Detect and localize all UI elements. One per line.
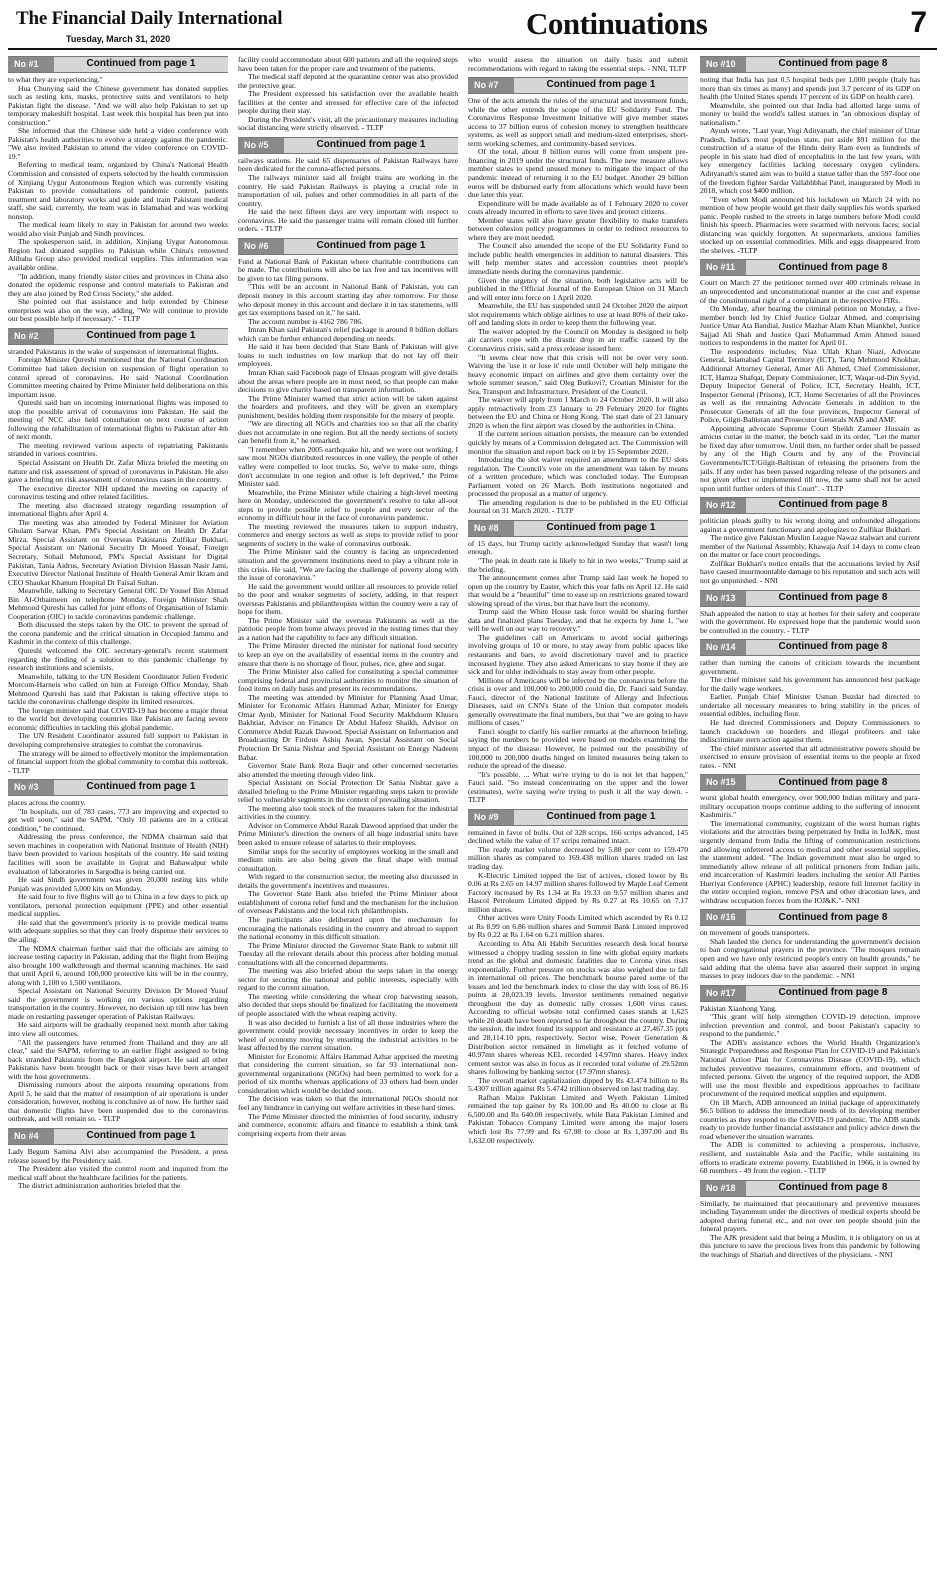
story-paragraph: Imran Khan said Facebook page of Ehsaas program will give details about the areas where people are in most need, so that people can make decisions to give charity based on transparent information.: [238, 367, 458, 395]
story-paragraph: On 18 March, ADB announced an initial package of approximately $6.5 billion to address the immediate needs of its developing member countries as they respond to the COVID-19 pandemic. The ADB stands ready to provide further financial assistance and policy advice down the road whenever the situation warrants.: [700, 1097, 920, 1141]
story-paragraph: During the President's visit, all the precautionary measures including social distancing were strictly observed. - TLTP: [238, 114, 458, 133]
story: [8, 779, 228, 1124]
continued-from-label: Continued from page 8: [778, 261, 888, 273]
story-paragraph: Addressing the press conference, the NDMA chairman said that seven machines in cooperation with National Institute of Health (NIH) have been provided to various hospitals of the country. He said testing facilities will soon be available in Gujrat and Bahawalpur while evaluation of laboratories in Sargodha is being carried out.: [8, 832, 228, 876]
story: [700, 985, 920, 1176]
story-paragraph: Hua Chunying said the Chinese government has donated supplies such as testing kits, masks, protective suits and ventilators to help Pakistan fight the disease. "And we will also help Pakistan to set up temporary makeshift hospital. Last week this hospital has been put into construction.": [8, 83, 228, 127]
story-paragraph: Governor State Bank Reza Baqir and other concerned secretaries also attended the meeting through video link.: [238, 761, 458, 779]
continuation-header: [468, 77, 688, 94]
story: [468, 77, 688, 516]
story: [238, 56, 458, 133]
story-paragraph: The waiver adopted by the Council on Monday is designed to help air carriers cope with the drastic drop in air traffic caused by the Coronavirus crisis, said a press release issued here.: [468, 326, 688, 353]
continuation-number: No #14: [700, 640, 746, 655]
story-paragraph: Special Assistant on Social Protection Dr Sania Nishtar gave a detailed briefing to the Prime Minister regarding steps taken to provide relief to vulnerable segments in the context of prevailing situation.: [238, 778, 458, 805]
story-paragraph: The district administration authorities briefed that the: [18, 1181, 181, 1191]
story-paragraph: The announcement comes after Trump said last week he hoped to open up the country by Easter, which this year falls on April 12. He said that would be a "beautiful" time to ease up on restrictions geared toward slowing spread of the virus, but that have hurt the economy.: [468, 573, 688, 608]
story-paragraph: who would assess the situation on daily basis and submit recommendations with regard to taking the essential steps. - NNI, TLTP: [468, 56, 688, 73]
story-paragraph: With regard to the construction sector, the meeting also discussed in details the government's incentives and measures.: [238, 872, 458, 890]
story-paragraph: Meanwhile, the Prime Minister while chairing a high-level meeting here on Monday, underscored the government's resolve to take all-out steps to provide possible relief to people and every sector of the economy in difficult hour in the face of coronavirus pandemic.: [238, 487, 458, 523]
continuation-number: No #15: [700, 775, 746, 790]
continuation-number: No #2: [8, 329, 54, 344]
story-paragraph: Fund at National Bank of Pakistan where charitable contributions can be made. The contributions will also be tax free and tax incentives will be given to tax filing persons.: [238, 256, 458, 283]
story-paragraph: The amending regulation is due to be published in the EU Official Journal on 31 March 2020. - TLTP: [468, 497, 688, 516]
continuation-header: [8, 1128, 228, 1145]
continued-from-label: Continued from page 1: [316, 139, 426, 151]
story-paragraph: "It seems clear now that this crisis will not be over very soon. Waiving the 'use it or lose it' rule until October will help mitigate the heavy economic impact on airlines and give them certainty over the whole summer season," said Oleg Butkovi?, Croatian Minister for the Sea, Transport and Infrastructure, President of the Council.: [468, 352, 688, 396]
story: [700, 497, 920, 585]
story-paragraph: The respondents includes; Niaz Ullah Khan Niazi, Advocate General, Islamabad Capital Territory (ICT), Tariq Mehmood Khokhar, Additional Attorney General, Amer Ali Ahmed, Chief Commissioner, ICT, Hamza Shafqat, Deputy Commissioner, ICT, Waqar-ud-Din Syyid, Deputy Inspector General of Police, ICT, Secretary Health, ICT, Inspector General (Prisons), ICT, Home Secretaries of all the Provinces as well as the remaining Advocate Generals in addition to the Prosecutor Generals of all the four provinces, Inspector General of Police, Gilgit-Baltistan and Prosecutor Generals NAB and AMF.: [700, 346, 920, 425]
story-paragraph: The UN Resident Coordinator assured full support to Pakistan in developing comprehensive strategies to combat the coronavirus.: [8, 731, 228, 750]
story-paragraph: "We are directing all NGOs and charities too so that all the charity does not accumulate in one region. But all the needy sections of society can benefit from it," he remarked.: [238, 419, 458, 446]
story-paragraph: railways stations. He said 65 dispensaries of Pakistan Railways have been dedicated for the corona-affected persons.: [238, 155, 458, 174]
story-paragraph: The ready market volume decreased by 5.88 per cent to 159.470 million shares as compared to 169.438 million shares traded on last trading day.: [468, 844, 688, 872]
story: [8, 1128, 228, 1191]
continued-from-label: Continued from page 8: [778, 58, 888, 70]
story-paragraph: noting that India has just 0.5 hospital beds per 1,000 people (Italy has more than six times as many) and spends just 3.7 percent of its GDP on health (the United States spends 17 percent of its GDP on health care).: [700, 75, 920, 102]
column-1: [8, 56, 228, 1578]
continuation-number: No #6: [238, 239, 284, 254]
story-paragraph: The Governor State Bank also briefed the Prime Minister about establishment of corona relief fund and the mechanism for the inclusion of overseas Pakistanis and the local rich philanthropists.: [238, 889, 458, 916]
story-paragraph: The railways minister said all freight trains are working in the country. He said Pakistan Railways is playing a crucial role in transportation of oil, pulses and other commodities in all parts of the country.: [238, 173, 458, 208]
story-paragraph: Pakistan Xiaohong Yang.: [700, 1003, 777, 1013]
story-paragraph: stranded Pakistanis in the wake of suspension of international flights.: [8, 346, 219, 356]
story-paragraph: remained in favor of bulls. Out of 328 scrips, 166 scrips advanced, 145 declined while the value of 17 scrips remained intact.: [468, 827, 688, 846]
story-paragraph: The Prime Minister directed the ministries of food security, industry and commerce, economic affairs and finance to establish a think tank comprising experts from their areas: [238, 1111, 458, 1138]
story-paragraph: Ayush wrote, "Last year, Yogi Adityanath, the chief minister of Uttar Pradesh, India's most populous state, put aside $91 million for the construction of a statue of the Hindu deity Ram even as hundreds of people in his state had died of encephalitis in the last few years, with key emergency facilities lacking necessary oxygen cylinders. Adityanath's stated aim was to build a statue taller than the 597-foot one of the freedom fighter Sardar Vallabhbhai Patel, inaugurated by Modi in 2018, which cost $400 million.: [700, 126, 920, 196]
continuation-header: [8, 779, 228, 796]
story-paragraph: The meeting reviewed the measures taken to support industry, commerce and energy sectors as well as steps to provide relief to poor segments of society in the wake of coronavirus outbreak.: [238, 521, 458, 548]
story-paragraph: Foreign Minister Qureshi mentioned that the National Coordination Committee had taken decision on suspension of flight operation to control spread of coronavirus. He said National Coordination Committee meeting chaired by Prime Minister held deliberations on this important issue.: [8, 355, 228, 399]
continued-from-label: Continued from page 1: [546, 522, 656, 534]
story-paragraph: The meeting was attended by Minister for Planning Asad Umar, Minister for Economic Affairs Hammad Azhar, Minister for Energy Omar Ayub, Minister for National Food Security Makhdoom Khusru Bakhtiar, Advisor on Finance Dr Abdul Hafeez Shaikh, Advisor on Commerce Abdul Razak Dawood, Special Assistant on Information and Broadcasting Dr Firdous Ashiq Awan, Special Assistant on Social Protection Dr Sania Nishtar and Special Assistant on Energy Nadeem Babar.: [238, 692, 458, 762]
continued-from-label: Continued from page 8: [778, 776, 888, 788]
story-paragraph: "All the passengers have returned from Thailand and they are all clear," said the SAPM, referring to an earlier flight assigned to bring back stranded Pakistanis from the Bangkok airport. He said all other Pakistanis have been brought back or their visas have been arranged with the host governments.: [8, 1037, 228, 1081]
story-paragraph: Appointing advocate Supreme Court Sheikh Zameer Hussain as amicus curiae in the matter, the bench said in its order, "Let the matter be fixed day after tomorrow. Until then, no further order shall be passed by any of the High Courts and by any of the Provincial Governments/ICT/Gilgit-Baltistan of releasing the prisoners from the jails. If any order has been passed regarding release of the prisoners and not given effect or implemented till now, the same shall not be acted upon until further orders of this Court". - TLTP: [700, 423, 920, 493]
story-paragraph: The meeting was also briefed about the steps taken in the energy sector for securing the national and public interests, especially with regard to the current situation.: [238, 966, 458, 993]
story-paragraph: facility could accommodate about 600 patients and all the required steps have been taken for the proper care and treatment of the patients.: [238, 56, 458, 73]
story: [700, 590, 920, 636]
story-paragraph: The Prime Minister said the country is facing an unprecedented situation and the government institutions need to play a vibrant role in this crisis. He said, "We are facing the challenge of poverty along with the issue of coronavirus.": [238, 547, 458, 583]
story-paragraph: Imran Khan said Pakistan's relief package is around 8 billion dollars which can be further enhanced depending on needs.: [238, 325, 458, 343]
continuation-header: [238, 137, 458, 154]
continuation-number: No #18: [700, 1181, 746, 1196]
continued-from-label: Continued from page 8: [778, 986, 888, 998]
continued-from-label: Continued from page 1: [316, 240, 426, 252]
story-paragraph: "I remember when 2005 earthquake hit, and we were out working, I saw most NGOs distributed resources in one valley, the people of other valley were compelled to loot trucks. So, we've to make sure, things don't accumulate in one region and other is left deprived," the Prime Minister said.: [238, 444, 458, 489]
story-paragraph: Minister for Economic Affairs Hammad Azhar apprised the meeting that considering the current situation, so far 93 international non-governmental organizations (NGOs) had been permitted to work for a period of six months whereas applications of 33 others had been under consideration which would be decided soon.: [238, 1051, 458, 1095]
paper-name: The Financial Daily International: [16, 8, 283, 29]
story-paragraph: Millions of Americans will be infected by the coronavirus before the crisis is over and 100,000 to 200,000 could die, Dr. Fauci said Sunday. Fauci, director of the National Institute of Allergy and Infectious Diseases, said on CNN's State of the Union that computer models generally overestimate the final numbers, but that "we are going to have millions of cases.": [468, 675, 688, 728]
story-paragraph: The ADB is committed to achieving a prosperous, inclusive, resilient, and sustainable Asia and the Pacific, while sustaining its efforts to eradicate extreme poverty. Established in 1966, it is owned by 68 members - 49 from the region. - TLTP: [700, 1140, 920, 1176]
continued-from-label: Continued from page 8: [778, 1181, 888, 1193]
story-paragraph: The Prime Minister also called for constituting a special committee comprising federal and provincial authorities to monitor the situation of food items on daily basis and present its recommendations.: [238, 667, 458, 694]
story-paragraph: K-Electric Limited topped the list of actives, closed lower by Rs 0.06 at Rs 2.65 on 14.97 million shares followed by Maple Leaf Cement Factory increased by Rs 1.34 at Rs 19.33 on 9.57 million shares and Hascol Petroleum Limited dipped by Rs 0.27 at Rs 10.65 on 7.17 million shares.: [468, 870, 688, 914]
story-paragraph: The AJK president said that being a Muslim, it is obligatory on us at this juncture to save the precious lives from this pandemic by following the teachings of Shariah and directives of the physicians. - NNI: [700, 1232, 920, 1259]
continuation-number: No #13: [700, 591, 746, 606]
masthead-rule: [8, 48, 937, 50]
story-paragraph: Advisor on Commerce Abdul Razak Dawood apprised that under the Prime Minister's direction the owners of all huge industrial units have been asked to ensure release of salaries to their employees.: [238, 820, 458, 848]
story-paragraph: Given the urgency of the situation, both legislative acts will be published in the Official Journal of the European Union on 31 March and will enter into force on 1 April 2020.: [468, 275, 688, 302]
story: [700, 909, 920, 980]
story-paragraph: He said Sindh government was given 20,000 testing kits while Punjab was provided 5,000 kits on Monday.: [8, 875, 228, 893]
story-paragraph: rather than turning the canons of criticism towards the incumbent government.: [700, 658, 920, 676]
story: [8, 328, 228, 775]
story-paragraph: Shah lauded the clerics for understanding the government's decision to ban congregational prayers in the province. "The mosques remain open and we have only restricted people's entry on health grounds," he said adding that the ulema have also assured their support in urging masses to pray indoors due to the pandemic. - NNI: [700, 936, 920, 981]
story-paragraph: The meeting also took stock of the measures taken for the industrial activities in the country.: [238, 803, 458, 822]
story-paragraph: The meeting reviewed various aspects of repatriating Pakistanis stranded in various countries.: [8, 440, 228, 459]
continuation-header: [238, 238, 458, 255]
story-paragraph: "In hospitals, out of 783 cases, 773 are improving and expected to get well soon," said the SAPM. "Only 10 patients are in a critical condition," he continued.: [8, 806, 228, 833]
story: [700, 639, 920, 770]
continuation-header: [700, 985, 920, 1002]
story-paragraph: The NDMA chairman further said that the officials are aiming to increase testing capacity in Pakistan, adding that the flight from Beijing also brought 100 walkthrough and thermal scanning machines. He said that until April 6, around 100,000 protective kits will be in the country, along with 1,100 to 1,500 ventilators.: [8, 943, 228, 987]
story-paragraph: "This grant will help strengthen COVID-19 detection, improve infection prevention and control, and boost Pakistan's capacity to respond to the pandemic.": [700, 1012, 920, 1039]
continuation-number: No #10: [700, 57, 746, 72]
story-paragraph: Qureshi welcomed the OIC secretary-general's recent statement regarding the finding of a solution to this pandemic challenge by research institutions and scientists.: [8, 646, 228, 673]
continuation-number: No #11: [700, 260, 746, 275]
story-paragraph: Meanwhile, talking to the UN Resident Coordinator Julien Frederic Morcom-Harneis who called on him at Foreign Office Monday, Shah Mehmood Qureshi has said that Pakistan is taking effective steps to tackle the coronavirus challenge despite its limited resources.: [8, 671, 228, 707]
continuation-header: [700, 259, 920, 276]
story-paragraph: Meanwhile, the EU has suspended until 24 October 2020 the airport slot requirements which oblige airlines to use at least 80% of their take-off and landing slots in order to keep them the following year.: [468, 301, 688, 328]
story-paragraph: Both discussed the steps taken by the OIC to prevent the spread of the corona pandemic and the critical situation in Occupied Jammu and Kashmir in the context of this challenge.: [8, 620, 228, 647]
continuation-number: No #16: [700, 910, 746, 925]
story-paragraph: Similar steps for the security of employees working in the small and medium units are also being given the final shape with mutual consultation.: [238, 846, 458, 873]
continuation-header: [700, 56, 920, 73]
story-paragraph: Fauci sought to clarify his earlier remarks at the afternoon briefing, saying the numbers he provided were based on models examining the impact of the disease. However, he pointed out the possibility of 100,000 to 200,000 deaths hinged on limited measures being taken to reduce the spread of the disease.: [468, 726, 688, 771]
story-paragraph: The Council also amended the scope of the EU Solidarity Fund to include public health emergencies in addition to natural disasters. This will help member states and accession countries meet people's immediate needs during the coronavirus pandemic.: [468, 241, 688, 277]
continued-from-label: Continued from page 1: [546, 811, 656, 823]
story-paragraph: The meeting was also attended by Federal Minister for Aviation Ghulam Sarwar Khan, PM's Special Assistant on Health Dr Zafar Mirza, Special Assistant on Overseas Pakistanis Zulfikar Bukhari, Special Assistant on National Security Dr Moeed Yousaf, Foreign Secretary, Sohail Mehmood, PM's Special Assistant for Digital Pakistan, Tania Aidrus, Secretary Aviation Division Hassan Nasir Jami, Executive Director National Institute of Health General Amir Ikram and CEO Shaukat Khanum Hospital Dr Faisal Sultan.: [8, 517, 228, 587]
story-paragraph: According to Aba Ali Habib Securities research desk local bourse witnessed a choppy trading session in line with global equity markets trend as the global and domestic fatalities due to Corona virus rises exponentially. Further pressure on stocks was also weighed due to fall in international oil prices. The benchmark bourse pared some of the losses and led the benchmark index to close the day with loss of 86.16 points at 28,023.39 levels. Investor sentiments remained negative throughout the day as domestic tally crosses 1,600 virus cases. According to official website total confirmed cases stands at 1,625 while 20 death have been reported so far throughout the country. During the session, the index found its support and resistance at 27,467.35 ppts and 28,114.10 ppts, respectively. Sector wise, Power Generation & Distribution sector remained in limelight as it fetched volume of 40.97mn shares whereas KEL recorded 14.97mn shares. Heavy index cement sector was also in focus as it recorded total volume of 29.52mn shares following by banking sector (17.97mn shares).: [468, 938, 688, 1077]
continuation-number: No #4: [8, 1129, 54, 1144]
continuation-header: [8, 328, 228, 345]
story: [700, 1180, 920, 1260]
story: [8, 56, 228, 324]
story: [700, 56, 920, 255]
continuation-number: No #5: [238, 138, 284, 153]
column-4: [700, 56, 920, 1578]
continuation-number: No #17: [700, 986, 746, 1001]
story-paragraph: politician pleads guilty to his wrong doing and unfounded allegations against a government functionary and apologizes to Zulfikar Bukhari.: [700, 516, 920, 534]
story-paragraph: on movement of goods transporters.: [700, 928, 810, 938]
story-paragraph: Referring to medical team, organized by China's National Health Commission and consisted of experts selected by the health commission of Xinjiang Uygur Autonomous Region which was currently visiting Pakistan to provide consultations of pandemic control, patients treatment and laboratory works and guide and train Pakistani medical staff, she said, currently, the team was in Islamabad and was working nonstop.: [8, 160, 228, 221]
continuation-header: [700, 590, 920, 607]
story-paragraph: The account number is 4162 786 786.: [248, 316, 363, 326]
continuation-number: No #9: [468, 810, 514, 825]
story-paragraph: Court on March 27 the petitioner termed over 400 criminals release in an unprecedented and unconstitutional manner at the cost and expense of the constitutional right of a complainant in the respective FIRs.: [700, 278, 920, 305]
story-paragraph: of 15 days, but Trump tacitly acknowledged Sunday that wasn't long enough.: [468, 538, 688, 557]
story-paragraph: places across the country.: [8, 798, 86, 808]
page-number: 7: [910, 6, 927, 39]
continued-from-label: Continued from page 8: [778, 911, 888, 923]
story-paragraph: He had directed Commissioners and Deputy Commissioners to launch crackdown on hoarders and illegal profiteers and take indiscriminate stern action against them.: [700, 718, 920, 745]
continuation-number: No #3: [8, 780, 54, 795]
story-paragraph: The meeting while considering the wheat crop harvesting season, also decided that steps should be finalized for facilitating the movement of people associated with the wheat reaping activity.: [238, 991, 458, 1018]
story-paragraph: "The peak in death rate is likely to hit in two weeks," Trump said at the briefing.: [468, 555, 688, 574]
story-paragraph: The decision was taken so that the international NGOs should not feel any hindrance in carrying out welfare activities in these hard times.: [238, 1094, 458, 1112]
story-paragraph: The Prime Minister directed the Governor State Bank to submit till Tuesday all the relevant details about this process after holding mutual consultations with all the concerned departments.: [238, 940, 458, 967]
column-2: [238, 56, 458, 1578]
story-paragraph: Expenditure will be made available as of 1 February 2020 to cover costs already incurred in efforts to save lives and protect citizens.: [468, 198, 688, 217]
story-paragraph: The participants also deliberated upon the mechanism for encouraging the nationals residing in the country and abroad to support the national economy in this difficult situation.: [238, 914, 458, 942]
story-paragraph: Meanwhile, she pointed out that India had allotted large sums of money to build the world's tallest statues in "an obnoxious display of nationalism.": [700, 100, 920, 127]
story: [238, 137, 458, 234]
story-paragraph: He said that the government's priority is to provide medical teams with adequate supplies so that they can freely dispense their services to the ailing.: [8, 917, 228, 944]
masthead: [8, 6, 937, 46]
story: [700, 259, 920, 493]
story-paragraph: Zulfikar Bukhari's notice entails that the accusations levied by Asif have caused insurmountable damage to his reputation and such acts will not go unpunished. - NNI: [700, 558, 920, 585]
story-paragraph: "It's possible. ... What we're trying to do is not let that happen," Fauci said. "So instead concentrating on the upper and the lower (estimates), we're saying we're trying to push it all the way down. -TLTP: [468, 769, 688, 805]
story-paragraph: Member states will also have greater flexibility to make transfers between cohesion policy programmes in order to redirect resources to where they are most needed.: [468, 215, 688, 242]
story-paragraph: The strategy will be aimed to effectively monitor the implementation of financial support from the global community to combat this outbreak. - TLTP: [8, 748, 228, 775]
continuation-header: [8, 56, 228, 73]
story-paragraph: Similarly, he maintained that precautionary and preventive measures including Tayammum under the directives of medical experts should be adopted during funeral etc., and not over ten people should join the funeral prayers.: [700, 1198, 920, 1234]
story-paragraph: Earlier, Punjab Chief Minister Usman Buzdar had directed to undertake all necessary measures to bring stability in the prices of essential edibles, including flour.: [700, 692, 920, 719]
story-paragraph: The spokesperson said, in addition, Xinjiang Uygur Autonomous Region had donated supplies to Pakistan while China's renowned Alibaba Group also provided medical supplies. This information was available online.: [8, 237, 228, 273]
story-paragraph: The medical team likely to stay in Pakistan for around two weeks would also visit Punjab and Sindh provinces.: [8, 220, 228, 238]
story-paragraph: The meeting also discussed strategy regarding resumption of international flights after April 4.: [8, 500, 228, 519]
story-paragraph: The medical staff deputed at the quarantine center was also provided the protective gear.: [238, 72, 458, 90]
continued-from-label: Continued from page 1: [86, 58, 196, 70]
section-title: Continuations: [526, 6, 708, 41]
story-paragraph: The President expressed his satisfaction over the available health facilities at the center and stressed for effective care of the infected people during their stay.: [238, 89, 458, 116]
story-paragraph: He said the government would utilize all resources to provide relief to the poor and weaker segments of society, adding, in that respect overseas Pakistanis and philanthropists within the country were a ray of hope for them.: [238, 581, 458, 617]
story-paragraph: Trump said the White House task force would be sharing further data and finalized plans Tuesday, and that he expects by June 1, "we will be well on our way to recovery.": [468, 607, 688, 634]
story-paragraph: Introducing the slot waiver required an amendment to the EU slots regulation. The Council's vote on the amendment was taken by means of a written procedure, which was concluded today. The European Parliament voted on 26 March. Both institutions negotiated and processed the proposal as a matter of urgency.: [468, 455, 688, 499]
story-paragraph: The foreign minister said that COVID-19 has become a major threat to the world but developing countries like Pakistan are facing severe economic difficulties in tackling this global pandemic.: [8, 705, 228, 732]
continued-from-label: Continued from page 1: [546, 79, 656, 91]
continuation-header: [700, 909, 920, 926]
story-paragraph: The overall market capitalization dipped by Rs 43.474 billion to Rs 5.4307 trillion against Rs 5.4742 trillion observed on last trading day.: [468, 1075, 688, 1094]
story-paragraph: Qureshi said ban on incoming international flights was imposed to stop the possible arrival of coronavirus into Pakistan. He said the meeting of NCC also held consultation on next course of action following the rehabilitation of international flights to Pakistan after 4th of next month.: [8, 398, 228, 442]
story-paragraph: The executive director NIH updated the meeting on capacity of coronavirus testing and other related facilities.: [8, 483, 228, 502]
continued-from-label: Continued from page 8: [778, 591, 888, 603]
story-paragraph: The guidelines call on Americans to avoid social gatherings involving groups of 10 or more, to stay away from public spaces like restaurants and bars, to avoid discretionary travel and to practice increased hygiene. They also asked Americans to stay home if they are sick and for older individuals to stay away from other people.: [468, 632, 688, 677]
story-paragraph: The ADB's assistance echoes the World Health Organization's Strategic Preparedness and Response Plan for COVID-19 and Pakistan's National Action Plan for Coronavirus Disease (COVID-19), which includes preventive measures, containment efforts, and treatment of infected persons. Given the urgency of the required support, the ADB will use the most flexible and expeditious approaches to facilitate procurement of the required medical supplies and equipment.: [700, 1037, 920, 1099]
story-paragraph: Other actives were Unity Foods Limited which ascended by Rs 0.12 at Rs 8.99 on 6.86 million shares and Summit Bank Limited improved by Rs 0.22 at Rs 1.64 on 6.21 million shares.: [468, 913, 688, 940]
continued-from-label: Continued from page 8: [778, 641, 888, 653]
story-paragraph: The chief minister asserted that all administrative powers should be exercised to ensure provision of essential items to the people at fixed rates. - NNI: [700, 743, 920, 770]
column-3: [468, 56, 688, 1578]
story-paragraph: The Prime Minister said the overseas Pakistanis as well as the patriotic people from home always proved in the testing times that they as a nation had the capability to face any difficult situation.: [238, 615, 458, 642]
continuation-number: No #1: [8, 57, 54, 72]
story: [700, 774, 920, 905]
story-paragraph: Lady Begum Samina Alvi also accompanied the President, a press release issued by the Presidency said.: [8, 1146, 228, 1165]
story-paragraph: to what they are experiencing.": [8, 75, 103, 84]
continuation-number: No #7: [468, 78, 514, 93]
story-paragraph: The waiver will apply from 1 March to 24 October 2020. It will also apply retroactively from 23 January to 29 February 2020 for flights between the EU and China or Hong Kong. The start date of 23 January 2020 is when the first airport was closed by the authorities in China.: [468, 395, 688, 430]
story-paragraph: The notice give Pakistan Muslim League Nawaz stalwart and current member of the National Assembly, Khawaja Asif 14 days to come clean on the matter or face court proceedings.: [700, 533, 920, 560]
continuation-number: No #12: [700, 498, 746, 513]
story-paragraph: One of the acts amends the rules of the structural and investment funds, while the other extends the scope of the EU Solidarity Fund. The Coronavirus Response Investment Initiative will give member states access to 37 billion euros of cohesion money to strengthen healthcare systems, as well as support small and medium-sized enterprises, short-term working schemes, and community-based services.: [468, 96, 688, 148]
story-paragraph: If the current serious situation persists, the measure can be extended quickly by means of a Commission delegated act. The Commission will monitor the situation and report back on it by 15 September 2020.: [468, 429, 688, 456]
story-paragraph: Meanwhile, talking to Secretary General OIC Dr Yousef Bin Ahmad Bin Al-Othaimeen on telephone Monday, Foreign Minister Shah Mehmood Qureshi has called for joint efforts of Organisation of Islamic Cooperation (OIC) to tackle coronavirus pandemic challenge.: [8, 586, 228, 621]
continued-from-label: Continued from page 1: [86, 781, 196, 793]
story-paragraph: The President also visited the control room and inquired from the medical staff about the healthcare facilities for the patients.: [8, 1164, 228, 1182]
story-paragraph: He said the next fifteen days are very important with respect to coronavirus. He said the passenger trains will remain closed till further orders. - TLTP: [238, 207, 458, 234]
story-paragraph: Shah appealed the nation to stay at homes for their safety and cooperate with the government. He expressed hope that the pandemic would soon be controlled in the country. - TLTP: [700, 608, 920, 635]
story-paragraph: The chief minister said his government has announced best package for the daily wage workers.: [700, 675, 920, 693]
story-paragraph: He said airports will be gradually reopened next month after taking into view all outcomes.: [8, 1020, 228, 1038]
continuation-header: [700, 1180, 920, 1197]
continuation-number: No #8: [468, 521, 514, 536]
continued-from-label: Continued from page 8: [778, 499, 888, 511]
story-paragraph: On Monday, after hearing the criminal petition on Monday, a five-member bench led by Chief Justice Gulzar Ahmed, and comprising Justice Umar Ata Bandial, Justice Mazhar Alam Khan Miankhel, Justice Sajjad Ali Shah and Justice Qazi Muhammad Amin Ahmed issued notices to respondents in the matter for April 01.: [700, 304, 920, 348]
story-paragraph: "This will be an account in National Bank of Pakistan, you can deposit money in this account starting day after tomorrow. For those who deposit money in this account and declare it in tax statements, will get tax exemptions based on it," he said.: [238, 282, 458, 318]
story-paragraph: Special Assistant on Health Dr. Zafar Mirza briefed the meeting on nature and risk assessment of spread of coronavirus in Pakistan. He also gave a briefing on risk assessment of coronavirus cases in the country.: [8, 457, 228, 485]
story-paragraph: He said it has been decided that State Bank of Pakistan will give loans to such industries on low markup that do not lay off their employees.: [238, 342, 458, 369]
story-paragraph: "In addition, many friendly sister cities and provinces in China also donated the epidemic response and control materials to Pakistan and they are also joined by Red Cross Society," she added.: [8, 271, 228, 298]
story-paragraph: She informed that the Chinese side held a video conference with Pakistan's health authorities to evolve a strategy against the pandemic. "We also invited Pakistan to attend the video conference on COVID-19.": [8, 126, 228, 161]
story: [238, 238, 458, 1138]
story-paragraph: He said four to five flights will go to China in a few days to pick up ventilators, personal protection equipment (PPE) and other essential medical supplies.: [8, 892, 228, 919]
story-paragraph: She pointed out that assistance and help extended by Chinese enterprises was also on the way, adding, "We will continue to provide our best possible help if necessary." - TLTP: [8, 297, 228, 324]
story-paragraph: Dismissing rumours about the airports resuming operations from April 5, he said that the matter of resumption of air operations is under consideration, however, nothing is conclusive as of now. He further said that domestic flights have been suspended due to the coronavirus outbreak, and will remain so. - TLTP: [8, 1080, 228, 1124]
continuation-header: [700, 497, 920, 514]
story-paragraph: "Even when Modi announced his lockdown on March 24 with no mention of how people would get their daily supplies his words sparked panic. People rushed to the streets in large numbers before Modi could finish his speech. Pharmacies were swarmed with nervous faces; social distancing was quickly forgotten. At supermarkets, anxious families stocked up on essential commodities. Milk and eggs disappeared from the shelves. -TLTP: [700, 194, 920, 255]
story-paragraph: The Prime Minister directed the minister for national food security to keep an eye on the availability of essential items in the country and ensure that there is no shortage of flour, pulses, rice, ghee and sugar.: [238, 641, 458, 668]
story-paragraph: Rafhan Maize Pakistan Limited and Wyeth Pakistan Limited remained the top gainer by Rs 100.00 and Rs 40.00 to close at Rs 6,500.00 and Rs 640.00 respectively, while Bata Pakistan Limited and Pakistan Tobacco Company Limited were among the major losers which lost Rs 77.99 and Rs 67.98 to close at Rs 1,397.00 and Rs 1,632.00 respectively.: [468, 1092, 688, 1145]
story: [468, 520, 688, 805]
story: [468, 809, 688, 1145]
continuation-header: [468, 809, 688, 826]
continuation-header: [700, 774, 920, 791]
continuation-header: [700, 639, 920, 656]
story-paragraph: Special Assistant on National Security Division Dr Moeed Yusuf said the government is working on various options regarding transportation in the country. However, no decision up till now has been made on restarting passenger operation of Pakistan Railways.: [8, 986, 228, 1021]
story-paragraph: It was also decided to furnish a list of all those industries where the government could provide necessary incentives in order to keep the wheel of economy moving by ensuring the industrial activities to be least affected by the current situation.: [238, 1017, 458, 1053]
story-paragraph: worst global health emergency, over 900,000 Indian military and para-military occupation troops continue adding to the suffering of innocent Kashmiris.": [700, 793, 920, 820]
story: [468, 56, 688, 73]
story-paragraph: The international community, cognizant of the worst human rights violations and the atrocities being perpetrated by India in IoJ&K, must urgently demand from India the lifting of communication restrictions and allowing unfettered access to medical and other essential supplies, the statement added. "The Indian government must also be urged to immediately allow release of all political prisoners from Indian jails, end incarceration of Kashmiri leaders including the senior All Parties Hurriyat Conference (APHC) leadership, restore full Internet facility in the entire occupied region, remove PSA and other draconian laws, and withdraw occupation forces from the IOJ&K."- NNI: [700, 818, 920, 905]
continued-from-label: Continued from page 1: [86, 1130, 196, 1142]
continuation-header: [468, 520, 688, 537]
story-paragraph: Of the total, about 8 billion euros will come from unspent pre-financing in 2019 under the structural funds. The new measure allows member states to spend unused money to mitigate the impact of the pandemic instead of returning it to the EU budget. Another 29 billion euros will be disbursed early from allocations which would have been due later this year.: [468, 147, 688, 200]
story-paragraph: The Prime Minister warned that strict action will be taken against the hoarders and profiteers, and they will be given an exemplary punishment, besides holding them responsible for the misery of people.: [238, 393, 458, 420]
continued-from-label: Continued from page 1: [86, 330, 196, 342]
publication-date: Tuesday, March 31, 2020: [66, 34, 171, 44]
